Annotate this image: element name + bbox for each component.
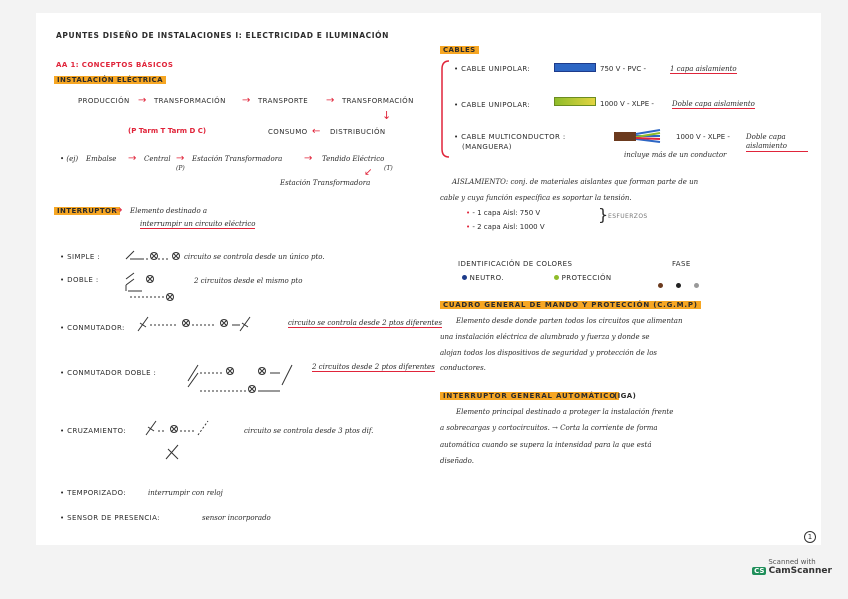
arrow-icon: → bbox=[304, 153, 313, 164]
camscanner-logo-icon: CS bbox=[754, 567, 765, 575]
cable-item-2: • CABLE UNIPOLAR: bbox=[454, 101, 531, 109]
brace-icon: } bbox=[598, 205, 609, 224]
arrow-icon: → bbox=[242, 95, 251, 106]
example-central: Central bbox=[144, 155, 171, 163]
cable-item-3-spec: 1000 V - XLPE - bbox=[676, 133, 730, 141]
arrow-icon: → bbox=[114, 205, 123, 216]
cable-item-1: • CABLE UNIPOLAR: bbox=[454, 65, 531, 73]
example-embalse: Embalse bbox=[86, 155, 117, 163]
switch-cruzamiento-desc: circuito se controla desde 3 ptos dif. bbox=[244, 427, 374, 435]
cgmp-line-4: conductores. bbox=[440, 364, 486, 372]
cable-item-3: • CABLE MULTICONDUCTOR : bbox=[454, 133, 566, 141]
fase-dots bbox=[658, 273, 699, 292]
cable-item-2-spec: 1000 V - XLPE - bbox=[600, 100, 654, 108]
multiconductor-cable-icon bbox=[614, 128, 664, 144]
green-dot-icon bbox=[554, 275, 559, 280]
iga-abbr: (IGA) bbox=[614, 392, 637, 400]
iga-title: INTERRUPTOR GENERAL AUTOMÁTICO bbox=[440, 392, 619, 400]
conmutador-diagram bbox=[136, 313, 256, 335]
cable-item-1-note: 1 capa aislamiento bbox=[670, 65, 737, 73]
cgmp-line-3: alojan todos los dispositivos de seguridad y protección de los bbox=[440, 349, 658, 357]
switch-doble: • DOBLE : bbox=[60, 276, 99, 284]
simple-switch-diagram bbox=[124, 247, 184, 263]
arrow-icon: → bbox=[176, 153, 185, 164]
cgmp-title: CUADRO GENERAL DE MANDO Y PROTECCIÓN (C.G.M.P) bbox=[440, 301, 701, 309]
installation-title: INSTALACIÓN ELÉCTRICA bbox=[54, 76, 166, 84]
scanner-brand: CamScanner bbox=[768, 566, 832, 576]
brown-dot-icon bbox=[658, 283, 663, 288]
color-proteccion: PROTECCIÓN bbox=[554, 274, 612, 282]
iga-line-4: diseñado. bbox=[440, 457, 474, 465]
cable-item-3-extra: incluye más de un conductor bbox=[624, 151, 727, 159]
double-switch-diagram bbox=[124, 271, 184, 307]
scanned-page bbox=[36, 13, 821, 545]
iga-line-3: automática cuando se supera la intensidad para la que está bbox=[440, 441, 652, 449]
switch-doble-desc: 2 circuitos desde el mismo pto bbox=[194, 277, 303, 285]
topic-title: AA 1: CONCEPTOS BÁSICOS bbox=[56, 61, 174, 69]
switch-temporizado-desc: interrumpir con reloj bbox=[148, 489, 223, 497]
flow-node-transformacion-2: TRANSFORMACIÓN bbox=[342, 97, 414, 105]
arrow-down-icon: ↓ bbox=[382, 109, 392, 122]
flow-node-distribucion: DISTRIBUCIÓN bbox=[330, 128, 386, 136]
arrow-icon: → bbox=[128, 153, 137, 164]
aislamiento-item-1: • - 1 capa Aisl: 750 V bbox=[466, 209, 541, 217]
flow-node-consumo: CONSUMO bbox=[268, 128, 308, 136]
example-estacion-2: Estación Transformadora bbox=[280, 179, 371, 187]
blue-cable-icon bbox=[554, 63, 596, 72]
flow-node-produccion: PRODUCCIÓN bbox=[78, 97, 130, 105]
conmutador-doble-diagram bbox=[186, 361, 296, 399]
page-number: 1 bbox=[804, 531, 816, 543]
bracket-shape bbox=[440, 59, 450, 159]
example-label: • (ej) bbox=[60, 155, 79, 163]
interruptor-def-2: interrumpir un circuito eléctrico bbox=[140, 220, 256, 228]
cables-title: CABLES bbox=[440, 46, 479, 54]
flow-abbreviation: (P Tarm T Tarm D C) bbox=[128, 127, 207, 135]
flow-node-transporte: TRANSPORTE bbox=[258, 97, 309, 105]
example-sub-p: (P) bbox=[176, 165, 185, 172]
aislamiento-side-note: ESFUERZOS bbox=[608, 213, 648, 220]
example-tendido: Tendido Eléctrico bbox=[322, 155, 385, 163]
cable-item-1-spec: 750 V - PVC - bbox=[600, 65, 646, 73]
cable-item-3-note: Doble capa aislamiento bbox=[746, 133, 808, 152]
arrow-icon: → bbox=[326, 95, 335, 106]
document-header: APUNTES DISEÑO DE INSTALACIONES I: ELECTRICIDAD E ILUMINACIÓN bbox=[56, 31, 389, 40]
cgmp-line-2: una instalación eléctrica de alumbrado y fuerza y donde se bbox=[440, 333, 650, 341]
arrow-icon: → bbox=[138, 95, 147, 106]
cgmp-line-1: Elemento desde donde parten todos los circuitos que alimentan bbox=[456, 317, 683, 325]
interruptor-title: INTERRUPTOR bbox=[54, 207, 120, 215]
color-fase: FASE bbox=[672, 260, 691, 268]
color-neutro: NEUTRO. bbox=[462, 274, 504, 282]
switch-conmutador-doble: • CONMUTADOR DOBLE : bbox=[60, 369, 157, 377]
switch-cruzamiento: • CRUZAMIENTO: bbox=[60, 427, 127, 435]
interruptor-def-1: Elemento destinado a bbox=[130, 207, 208, 215]
aislamiento-line-1: AISLAMIENTO: conj. de materiales aislantes que forman parte de un bbox=[452, 178, 699, 186]
iga-line-1: Elemento principal destinado a proteger la instalación frente bbox=[456, 408, 674, 416]
arrow-left-icon: ← bbox=[312, 126, 321, 137]
switch-temporizado: • TEMPORIZADO: bbox=[60, 489, 127, 497]
switch-sensor-desc: sensor incorporado bbox=[202, 514, 271, 522]
switch-conmutador-desc: circuito se controla desde 2 ptos diferentes bbox=[288, 319, 443, 327]
green-yellow-cable-icon bbox=[554, 97, 596, 106]
black-dot-icon bbox=[676, 283, 681, 288]
aislamiento-line-2: cable y cuya función específica es soportar la tensión. bbox=[440, 194, 632, 202]
blue-dot-icon bbox=[462, 275, 467, 280]
switch-sensor: • SENSOR DE PRESENCIA: bbox=[60, 514, 160, 522]
cable-item-3-alt: (MANGUERA) bbox=[462, 143, 512, 151]
flow-node-transformacion-1: TRANSFORMACIÓN bbox=[154, 97, 226, 105]
switch-simple-desc: circuito se controla desde un único pto. bbox=[184, 253, 325, 261]
example-estacion: Estación Transformadora bbox=[192, 155, 283, 163]
camscanner-watermark bbox=[752, 558, 832, 592]
cruzamiento-diagram bbox=[144, 419, 224, 467]
example-sub-t: (T) bbox=[384, 165, 393, 172]
switch-simple: • SIMPLE : bbox=[60, 253, 101, 261]
switch-conmutador-doble-desc: 2 circuitos desde 2 ptos diferentes bbox=[312, 363, 435, 371]
switch-conmutador: • CONMUTADOR: bbox=[60, 324, 125, 332]
aislamiento-item-2: • - 2 capa Aisl: 1000 V bbox=[466, 223, 545, 231]
arrow-down-left-icon: ↙ bbox=[364, 167, 373, 178]
colores-title: IDENTIFICACIÓN DE COLORES bbox=[458, 260, 573, 268]
grey-dot-icon bbox=[694, 283, 699, 288]
iga-line-2: a sobrecargas y cortocircuitos. → Corta la corriente de forma bbox=[440, 424, 658, 432]
scanner-caption: Scanned with bbox=[768, 558, 816, 566]
scanner-brand-row bbox=[752, 566, 832, 576]
cable-item-2-note: Doble capa aislamiento bbox=[672, 100, 755, 108]
